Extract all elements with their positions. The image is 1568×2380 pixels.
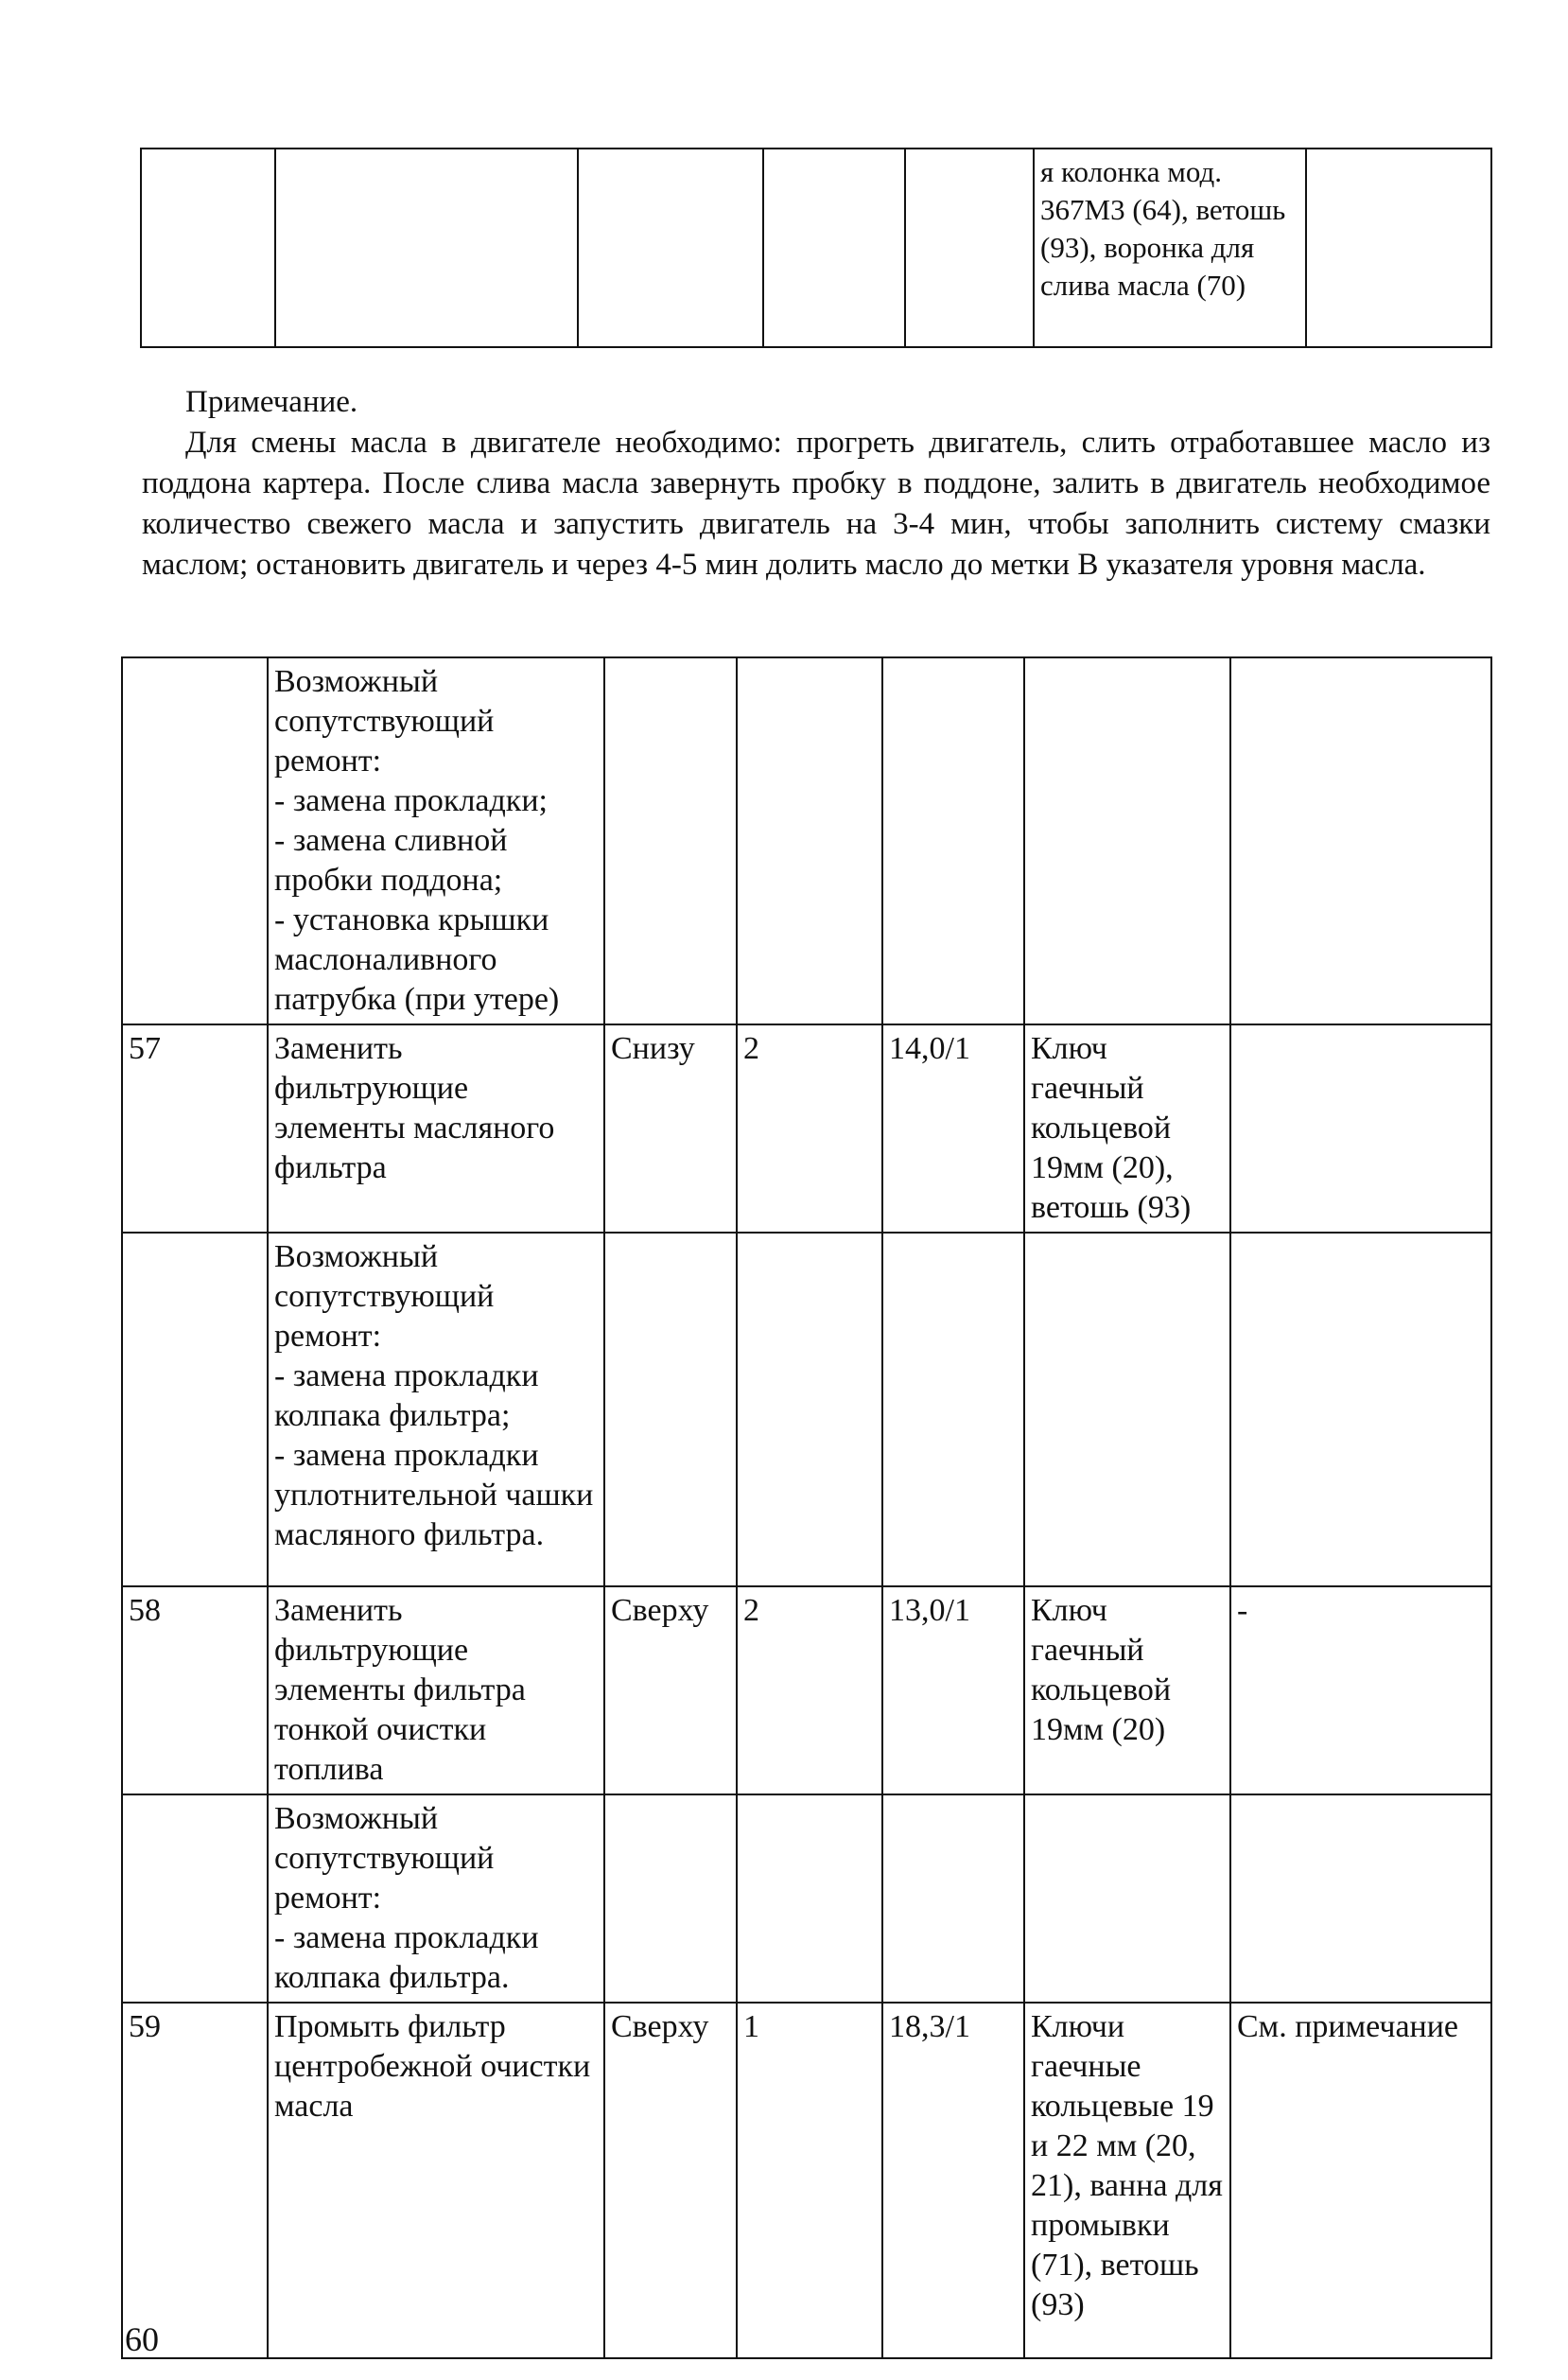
table-cell: 58 <box>122 1586 268 1794</box>
table-cell: Ключ гаечный кольцевой 19мм (20), ветошь (93) <box>1024 1024 1230 1233</box>
table-cell <box>905 149 1034 347</box>
page-number: 60 <box>125 2320 159 2358</box>
table-cell: 14,0/1 <box>882 1024 1024 1233</box>
table-cell: Снизу <box>604 1024 737 1233</box>
table-cell: 13,0/1 <box>882 1586 1024 1794</box>
table-cell: 57 <box>122 1024 268 1233</box>
table-cell <box>604 1233 737 1586</box>
top-table <box>140 148 1492 348</box>
table-cell <box>1024 1794 1230 2003</box>
table-row <box>122 657 1491 1024</box>
table-row <box>122 2003 1491 2358</box>
table-cell <box>604 657 737 1024</box>
table-cell: 59 <box>122 2003 268 2358</box>
table-cell <box>1230 1794 1491 2003</box>
table-cell <box>882 1233 1024 1586</box>
table-cell: я колонка мод. 367М3 (64), ветошь (93), воронка для слива масла (70) <box>1034 149 1306 347</box>
table-cell: 1 <box>737 2003 882 2358</box>
table-cell: Ключи гаечные кольцевые 19 и 22 мм (20, 21), ванна для промывки (71), ветошь (93) <box>1024 2003 1230 2358</box>
table-cell <box>1230 1233 1491 1586</box>
note-block <box>142 382 1490 586</box>
table-cell: - <box>1230 1586 1491 1794</box>
table-cell <box>882 1794 1024 2003</box>
table-cell: Заменить фильтрующие элементы масляного фильтра <box>268 1024 604 1233</box>
table-cell <box>737 1794 882 2003</box>
table-cell <box>763 149 905 347</box>
table-cell <box>737 657 882 1024</box>
table-row <box>122 1233 1491 1586</box>
table-cell <box>578 149 763 347</box>
table-row <box>122 1794 1491 2003</box>
operations-table <box>121 656 1492 2359</box>
table-row <box>122 1586 1491 1794</box>
table-cell <box>122 657 268 1024</box>
table-cell <box>275 149 578 347</box>
table-row <box>141 149 1491 347</box>
note-text: Для смены масла в двигателе необходимо: прогреть двигатель, слить отработавшее масло из поддона картера. После слива масла завернуть пробку в поддоне, залить в двигатель необходимое количество свежего масла и запустить двигатель на 3-4 мин, чтобы заполнить систему смазки маслом; остановить двигатель и через 4-5 мин долить масло до метки В указателя уровня масла. <box>142 426 1490 582</box>
table-cell <box>1024 657 1230 1024</box>
table-cell <box>1230 1024 1491 1233</box>
table-cell: Возможный сопутствующий ремонт: - замена прокладки; - замена сливной пробки поддона; - установка крышки маслоналивного патрубка (при утере) <box>268 657 604 1024</box>
table-cell <box>1024 1233 1230 1586</box>
table-cell <box>122 1233 268 1586</box>
note-title: Примечание. <box>185 385 358 419</box>
table-cell: Сверху <box>604 1586 737 1794</box>
table-cell: Ключ гаечный кольцевой 19мм (20) <box>1024 1586 1230 1794</box>
table-cell: Заменить фильтрующие элементы фильтра тонкой очистки топлива <box>268 1586 604 1794</box>
table-cell <box>141 149 275 347</box>
table-cell: 18,3/1 <box>882 2003 1024 2358</box>
table-cell <box>882 657 1024 1024</box>
table-cell: 2 <box>737 1586 882 1794</box>
table-cell: Промыть фильтр центробежной очистки масла <box>268 2003 604 2358</box>
table-cell <box>604 1794 737 2003</box>
table-cell <box>122 1794 268 2003</box>
table-cell <box>737 1233 882 1586</box>
table-cell: 2 <box>737 1024 882 1233</box>
table-cell: Возможный сопутствующий ремонт: - замена прокладки колпака фильтра. <box>268 1794 604 2003</box>
table-cell <box>1230 657 1491 1024</box>
table-cell: См. примечание <box>1230 2003 1491 2358</box>
table-cell: Сверху <box>604 2003 737 2358</box>
table-row <box>122 1024 1491 1233</box>
table-cell <box>1306 149 1491 347</box>
table-cell: Возможный сопутствующий ремонт: - замена прокладки колпака фильтра; - замена прокладки уплотнительной чашки масляного фильтра. <box>268 1233 604 1586</box>
